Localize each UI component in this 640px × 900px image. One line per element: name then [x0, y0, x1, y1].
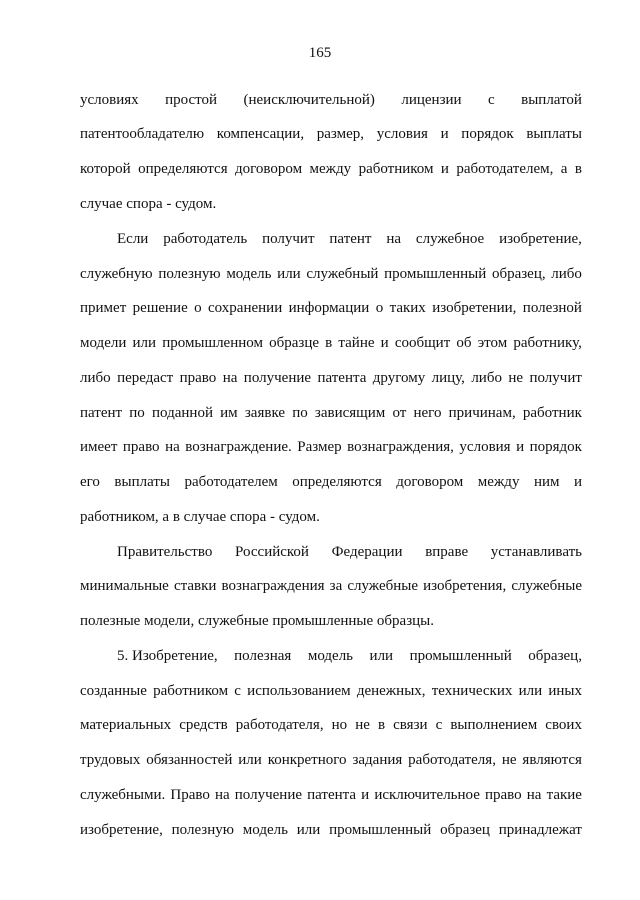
word: об [456, 335, 472, 351]
word: патентообладателю [80, 126, 205, 142]
word: устанавливать [490, 544, 582, 560]
word: средств [179, 717, 228, 733]
word: его [80, 474, 100, 490]
word: о [194, 300, 202, 316]
word: имеет [80, 439, 118, 455]
word: определяются [138, 161, 228, 177]
word: него [413, 405, 442, 421]
word: получение [234, 787, 303, 803]
word: обязанностей [146, 752, 233, 768]
word: полезная [234, 648, 292, 664]
word: за [329, 578, 343, 594]
word: такие [546, 787, 582, 803]
word: решение [132, 300, 188, 316]
word: передаст [117, 370, 174, 386]
word: Право [170, 787, 210, 803]
word: модель [242, 822, 288, 838]
word: в [574, 161, 582, 177]
word: компенсации, [216, 126, 305, 142]
text-line [80, 436, 582, 458]
word: выплатой [521, 92, 582, 108]
word: зависящим [314, 405, 386, 421]
word: минимальные [80, 578, 169, 594]
word: вознаграждение. [185, 439, 292, 455]
word: работодателем, [456, 161, 554, 177]
word: договором [396, 474, 464, 490]
word: изобретении, [432, 300, 517, 316]
word: являются [522, 752, 582, 768]
text-line [80, 89, 582, 111]
word: на [165, 439, 180, 455]
word: служебное [415, 231, 485, 247]
word: сохранении [208, 300, 283, 316]
text-line [80, 819, 582, 841]
word: примет [80, 300, 127, 316]
word: или [132, 335, 157, 351]
word: по [292, 405, 308, 421]
word: конкретного [267, 752, 347, 768]
word: и [573, 474, 582, 490]
word: иных [548, 683, 582, 699]
word: вправе [425, 544, 469, 560]
word: определяются [292, 474, 382, 490]
word: не [501, 752, 517, 768]
word: простой [165, 92, 218, 108]
word: по [129, 405, 145, 421]
word: с [234, 683, 241, 699]
word: причинам, [448, 405, 516, 421]
word: другому [372, 370, 426, 386]
word: получит [529, 370, 582, 386]
word: своих [545, 717, 582, 733]
word: на [386, 231, 402, 247]
word: полезной [522, 300, 582, 316]
word: порядок [529, 439, 582, 455]
word: либо [471, 370, 502, 386]
text-line [80, 784, 582, 806]
text-line [80, 158, 582, 180]
word: и [440, 161, 449, 177]
word: выполнением [450, 717, 538, 733]
word: работодателем [184, 474, 278, 490]
word: либо [80, 370, 111, 386]
word: Если [117, 231, 149, 247]
word: информации [288, 300, 370, 316]
word: вознаграждения, [347, 439, 454, 455]
word: условия [376, 126, 428, 142]
word: или [369, 648, 394, 664]
word: право [179, 370, 217, 386]
text-line [117, 541, 582, 563]
word: образце [269, 335, 320, 351]
word: лицензии [401, 92, 462, 108]
word: и [361, 787, 370, 803]
word: право [485, 787, 522, 803]
word: 5. Изобретение, [117, 648, 218, 664]
word: связи [393, 717, 428, 733]
word: не [355, 717, 370, 733]
word: с [435, 717, 443, 733]
word: условия [459, 439, 511, 455]
word: работником [153, 683, 229, 699]
word: договором [235, 161, 303, 177]
word: патент [329, 231, 372, 247]
word: между [477, 474, 520, 490]
word: или [277, 266, 301, 282]
word: работником [358, 161, 434, 177]
word: тайне [338, 335, 375, 351]
word: материальных [80, 717, 172, 733]
word: служебную [80, 266, 153, 282]
word: принадлежат [498, 822, 582, 838]
word: задания [352, 752, 403, 768]
word: изобретения, [423, 578, 507, 594]
word: получит [262, 231, 315, 247]
word: патент [80, 405, 123, 421]
text-line [80, 575, 582, 597]
word: работник [522, 405, 582, 421]
page-number: 165 [308, 45, 332, 61]
word: но [331, 717, 348, 733]
text-line [80, 714, 582, 736]
word: изобретение, [80, 822, 163, 838]
word: ставки [173, 578, 217, 594]
text-line [117, 228, 582, 250]
word: образец, [491, 266, 546, 282]
text-line: полезные модели, служебные промышленные образцы. [80, 613, 434, 629]
word: изобретение, [499, 231, 582, 247]
word: на [222, 370, 238, 386]
word: с [488, 92, 495, 108]
word: либо [551, 266, 582, 282]
word: патента [317, 370, 367, 386]
word: а [560, 161, 568, 177]
text-line [80, 402, 582, 424]
word: выплаты [526, 126, 582, 142]
text-line [80, 297, 582, 319]
text-line [117, 645, 582, 667]
word: порядок [461, 126, 514, 142]
word: полезную [158, 266, 221, 282]
word: модель [307, 648, 354, 664]
word: и [440, 126, 449, 142]
word: денежных, [356, 683, 426, 699]
word: служебный [306, 266, 379, 282]
word: условиях [80, 92, 139, 108]
word: ним [533, 474, 560, 490]
word: модель [226, 266, 272, 282]
word: о [375, 300, 384, 316]
word: и [380, 335, 389, 351]
word: служебные [511, 578, 582, 594]
word: технических [431, 683, 513, 699]
word: или [296, 822, 321, 838]
word: трудовых [80, 752, 141, 768]
word: на [214, 787, 230, 803]
word: этом [477, 335, 508, 351]
word: работодатель [163, 231, 248, 247]
word: Российской [235, 544, 309, 560]
word: им [220, 405, 238, 421]
text-line [80, 123, 582, 145]
word: выплаты [114, 474, 170, 490]
word: служебные [347, 578, 419, 594]
word: Правительство [117, 544, 213, 560]
word: образец, [528, 648, 582, 664]
text-line [80, 471, 582, 493]
word: или [518, 683, 543, 699]
word: таких [389, 300, 426, 316]
word: работнику, [513, 335, 582, 351]
word: служебными. [80, 787, 166, 803]
word: промышленный [329, 822, 432, 838]
word: и [516, 439, 525, 455]
word: образец [440, 822, 490, 838]
text-line [80, 680, 582, 702]
word: между [309, 161, 352, 177]
word: Размер [297, 439, 342, 455]
word: полезную [171, 822, 234, 838]
word: поданной [152, 405, 213, 421]
word: исключительное [374, 787, 480, 803]
word: не [508, 370, 524, 386]
word: работодателя, [235, 717, 324, 733]
word: промышленный [384, 266, 487, 282]
word: лицу, [431, 370, 465, 386]
text-line: случае спора - судом. [80, 196, 217, 212]
text-line [80, 332, 582, 354]
word: право [122, 439, 160, 455]
word: получение [243, 370, 312, 386]
word: или [238, 752, 262, 768]
word: размер, [316, 126, 365, 142]
word: использованием [247, 683, 351, 699]
word: в [325, 335, 333, 351]
word: промышленном [162, 335, 263, 351]
text-line [80, 263, 582, 285]
text-line [80, 367, 582, 389]
word: на [526, 787, 542, 803]
word: от [392, 405, 407, 421]
word: сообщит [394, 335, 451, 351]
word: созданные [80, 683, 147, 699]
word: промышленный [409, 648, 512, 664]
word: Федерации [331, 544, 403, 560]
word: работодателя, [408, 752, 496, 768]
word: (неисключительной) [243, 92, 375, 108]
text-line [80, 749, 582, 771]
word: вознаграждения [221, 578, 325, 594]
word: которой [80, 161, 131, 177]
word: в [377, 717, 386, 733]
word: заявке [244, 405, 286, 421]
text-line: работником, а в случае спора - судом. [80, 509, 320, 525]
word: модели [80, 335, 127, 351]
word: патента [307, 787, 357, 803]
